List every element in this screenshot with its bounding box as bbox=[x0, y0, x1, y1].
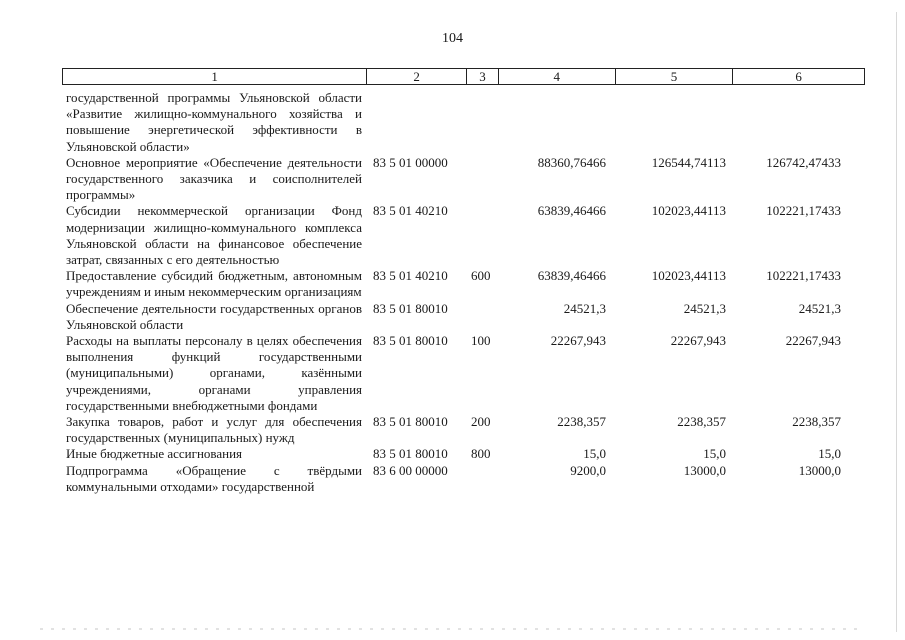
row-value-3: 102221,17433 bbox=[766, 268, 841, 284]
row-value-3: 22267,943 bbox=[785, 333, 841, 349]
row-code: 83 5 01 40210 bbox=[373, 268, 448, 284]
row-name: Расходы на выплаты персоналу в целях обеспечения выполнения функций государственными (муниципальными) органами, казёнными учреждениями, органами управления государственными внебюджетными фондами bbox=[66, 333, 362, 413]
row-code: 83 5 01 40210 bbox=[373, 203, 448, 219]
row-value-3: 2238,357 bbox=[792, 414, 841, 430]
row-value-3: 13000,0 bbox=[798, 462, 841, 478]
row-name: Основное мероприятие «Обеспечение деятельности государственного заказчика и соисполнителей программы» bbox=[66, 154, 362, 203]
table-row bbox=[66, 333, 846, 414]
row-name: Закупка товаров, работ и услуг для обеспечения государственных (муниципальных) нужд bbox=[66, 414, 362, 446]
header-col-3: 3 bbox=[467, 69, 499, 84]
scan-noise bbox=[40, 628, 860, 630]
page-number: 104 bbox=[442, 31, 463, 46]
header-col-5: 5 bbox=[616, 69, 734, 84]
table-body bbox=[66, 90, 846, 495]
table-row bbox=[66, 268, 846, 300]
table-row bbox=[66, 90, 846, 155]
row-value-1: 63839,46466 bbox=[537, 268, 606, 284]
header-col-4: 4 bbox=[499, 69, 616, 84]
row-code: 83 5 01 80010 bbox=[373, 333, 448, 349]
row-value-2: 126544,74113 bbox=[651, 154, 726, 170]
row-value-2: 24521,3 bbox=[683, 300, 726, 316]
row-value-2: 2238,357 bbox=[677, 414, 726, 430]
table-header bbox=[62, 68, 865, 85]
table-row bbox=[66, 463, 846, 495]
row-value-2: 102023,44113 bbox=[651, 203, 726, 219]
row-value-3: 126742,47433 bbox=[766, 154, 841, 170]
row-value-3: 24521,3 bbox=[798, 300, 841, 316]
row-code: 83 5 01 80010 bbox=[373, 446, 448, 462]
table-row bbox=[66, 301, 846, 333]
row-name: Субсидии некоммерческой организации Фонд модернизации жилищно-коммунального комплекса Ульяновской области на финансовое обеспечение затрат, связанных с его деятельностью bbox=[66, 203, 362, 268]
row-value-1: 9200,0 bbox=[570, 462, 606, 478]
row-value-3: 102221,17433 bbox=[766, 203, 841, 219]
row-value-3: 15,0 bbox=[818, 446, 841, 462]
row-name: Иные бюджетные ассигнования bbox=[66, 446, 243, 462]
row-value-2: 13000,0 bbox=[683, 462, 726, 478]
row-name: Подпрограмма «Обращение с твёрдыми коммунальными отходами» государственной bbox=[66, 462, 362, 494]
row-value-1: 2238,357 bbox=[557, 414, 606, 430]
row-type: 600 bbox=[471, 268, 491, 284]
row-code: 83 6 00 00000 bbox=[373, 462, 448, 478]
row-value-1: 15,0 bbox=[583, 446, 606, 462]
table-row bbox=[66, 155, 846, 204]
scan-edge-line bbox=[896, 12, 897, 632]
row-code: 83 5 01 80010 bbox=[373, 300, 448, 316]
row-value-2: 22267,943 bbox=[670, 333, 726, 349]
row-name: Предоставление субсидий бюджетным, автономным учреждениям и иным некоммерческим организациям bbox=[66, 268, 362, 300]
header-col-2: 2 bbox=[367, 69, 467, 84]
row-value-2: 15,0 bbox=[703, 446, 726, 462]
row-value-1: 63839,46466 bbox=[537, 203, 606, 219]
table-row bbox=[66, 203, 846, 268]
table-row bbox=[66, 414, 846, 446]
row-code: 83 5 01 00000 bbox=[373, 154, 448, 170]
row-type: 100 bbox=[471, 333, 491, 349]
row-value-2: 102023,44113 bbox=[651, 268, 726, 284]
header-col-1: 1 bbox=[63, 69, 367, 84]
row-name: Обеспечение деятельности государственных органов Ульяновской области bbox=[66, 300, 362, 332]
row-value-1: 22267,943 bbox=[550, 333, 606, 349]
row-name: государственной программы Ульяновской области «Развитие жилищно-коммунального хозяйства и повышение энергетической эффективности в Ульяновской области» bbox=[66, 90, 362, 154]
row-code: 83 5 01 80010 bbox=[373, 414, 448, 430]
header-col-6: 6 bbox=[795, 69, 802, 84]
row-value-1: 88360,76466 bbox=[537, 154, 606, 170]
table-row bbox=[66, 446, 846, 462]
row-type: 200 bbox=[471, 414, 491, 430]
row-value-1: 24521,3 bbox=[563, 300, 606, 316]
row-type: 800 bbox=[471, 446, 491, 462]
